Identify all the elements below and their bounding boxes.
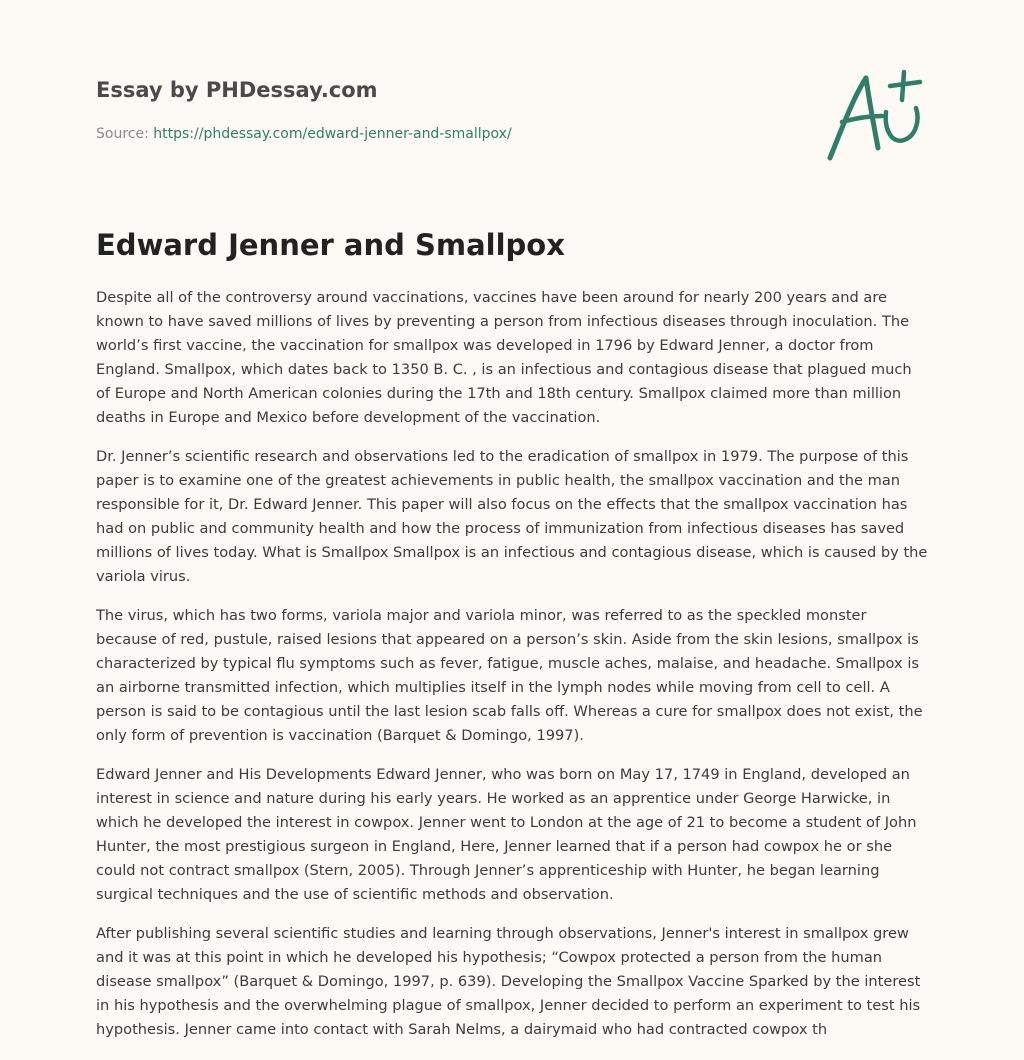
source-link[interactable]: https://phdessay.com/edward-jenner-and-smallpox/ xyxy=(153,126,512,142)
brand-title: Essay by PHDessay.com xyxy=(96,78,378,102)
paragraph: After publishing several scientific studies and learning through observations, Jenner's interest in smallpox grew and it was at this point in which he developed his hypothesis; “Cowpox protected a person from the human disease smallpox” (Barquet & Domingo, 1997, p. 639). Developing the Smallpox Vaccine Sparked by the interest in his hypothesis and the overwhelming plague of smallpox, Jenner decided to perform an experiment to test his hypothesis. Jenner came into contact with Sarah Nelms, a dairymaid who had contracted cowpox th xyxy=(96,925,921,1038)
paragraph: The virus, which has two forms, variola major and variola minor, was referred to as the speckled monster because of red, pustule, raised lesions that appeared on a person’s skin. Aside from the skin lesions, smallpox is characterized by typical flu symptoms such as fever, fatigue, muscle aches, malaise, and headache. Smallpox is an airborne transmitted infection, which multiplies itself in the lymph nodes while moving from cell to cell. A person is said to be contagious until the last lesion scab falls off. Whereas a cure for smallpox does not exist, the only form of prevention is vaccination (Barquet & Domingo, 1997). xyxy=(96,607,923,744)
paragraph: Edward Jenner and His Developments Edward Jenner, who was born on May 17, 1749 in England, developed an interest in science and nature during his early years. He worked as an apprentice under George Harwicke, in which he developed the interest in cowpox. Jenner went to London at the age of 21 to become a student of John Hunter, the most prestigious surgeon in England, Here, Jenner learned that if a person had cowpox he or she could not contract smallpox (Stern, 2005). Through Jenner’s apprenticeship with Hunter, he began learning surgical techniques and the use of scientific methods and observation. xyxy=(96,766,917,903)
source-label: Source: xyxy=(96,126,154,142)
paragraph: Despite all of the controversy around vaccinations, vaccines have been around for nearly 200 years and are known to have saved millions of lives by preventing a person from infectious diseases through inoculation. The world’s first vaccine, the vaccination for smallpox was developed in 1796 by Edward Jenner, a doctor from England. Smallpox, which dates back to 1350 B. C. , is an infectious and contagious disease that plagued much of Europe and North American colonies during the 17th and 18th century. Smallpox claimed more than million deaths in Europe and Mexico before development of the vaccination. xyxy=(96,289,912,426)
paragraph: Dr. Jenner’s scientific research and observations led to the eradication of smallpox in 1979. The purpose of this paper is to examine one of the greatest achievements in public health, the smallpox vaccination and the man responsible for it, Dr. Edward Jenner. This paper will also focus on the effects that the smallpox vaccination has had on public and community health and how the process of immunization from infectious diseases has saved millions of lives today. What is Smallpox Smallpox is an infectious and contagious disease, which is caused by the variola virus. xyxy=(96,448,928,585)
page-header xyxy=(96,76,736,144)
page-title: Edward Jenner and Smallpox xyxy=(96,228,565,262)
source-line xyxy=(96,124,736,144)
a-plus-grade-icon xyxy=(820,66,930,166)
essay-body xyxy=(96,286,928,1057)
